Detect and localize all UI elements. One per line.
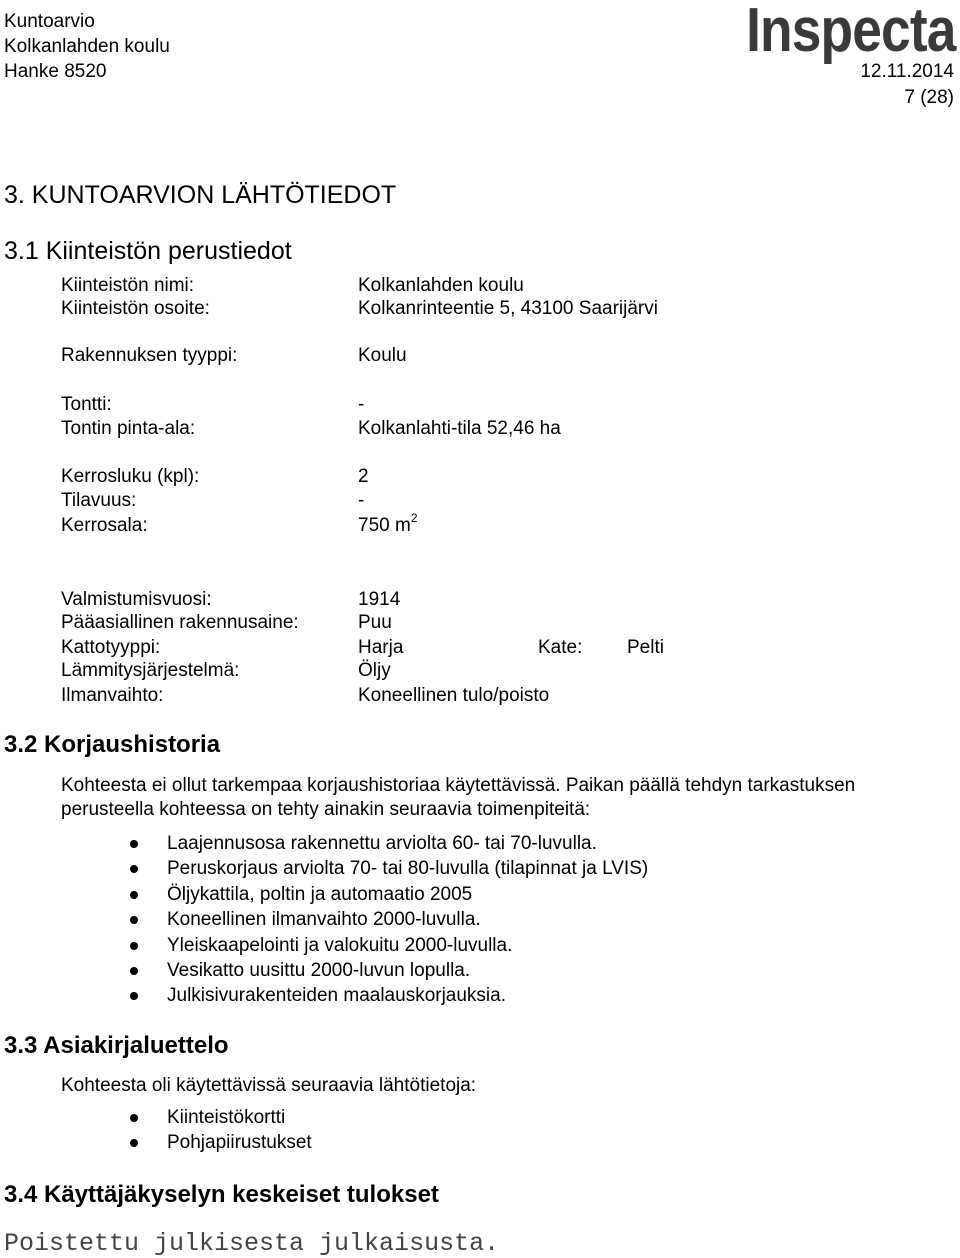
section-3-1-heading: 3.1 Kiinteistön perustiedot	[4, 237, 292, 265]
field-label: Kate:	[538, 637, 583, 658]
field-value: 1914	[358, 589, 401, 610]
field-label: Rakennuksen tyyppi:	[61, 345, 238, 366]
list-item: Öljykattila, poltin ja automaatio 2005	[130, 882, 648, 907]
list-item: Julkisivurakenteiden maalauskorjauksia.	[130, 983, 648, 1008]
list-item: Yleiskaapelointi ja valokuitu 2000-luvulla.	[130, 933, 648, 958]
list-item: Peruskorjaus arviolta 70- tai 80-luvulla (tilapinnat ja LVIS)	[130, 856, 648, 881]
document-list	[130, 1105, 312, 1156]
field-label: Ilmanvaihto:	[61, 685, 164, 706]
field-value	[358, 511, 418, 537]
list-item: Laajennusosa rakennettu arviolta 60- tai 70-luvulla.	[130, 831, 648, 856]
field-label: Kiinteistön osoite:	[61, 298, 210, 319]
field-value: Öljy	[358, 660, 391, 681]
field-label: Valmistumisvuosi:	[61, 589, 212, 610]
field-value: Koneellinen tulo/poisto	[358, 685, 550, 706]
field-label: Tontin pinta-ala:	[61, 418, 196, 439]
section-3-4-heading: 3.4 Käyttäjäkyselyn keskeiset tulokset	[4, 1181, 439, 1208]
field-value: Kolkanrinteentie 5, 43100 Saarijärvi	[358, 298, 658, 319]
project-name: Kolkanlahden koulu	[4, 36, 170, 57]
removed-notice: Poistettu julkisesta julkaisusta.	[4, 1229, 500, 1258]
list-item: Vesikatto uusittu 2000-luvun lopulla.	[130, 958, 648, 983]
inspecta-logo: Inspecta	[746, 0, 956, 65]
field-label: Tontti:	[61, 394, 112, 415]
superscript-2: 2	[410, 511, 418, 525]
project-number: Hanke 8520	[4, 61, 107, 82]
field-value: Puu	[358, 612, 392, 633]
field-value: Koulu	[358, 345, 407, 366]
field-value: Kolkanlahden koulu	[358, 275, 524, 296]
paragraph-line: Kohteesta ei ollut tarkempaa korjaushistoriaa käytettävissä. Paikan päällä tehdyn tarkastuksen	[61, 775, 856, 796]
floor-area-value: 750 m	[358, 515, 411, 536]
section-3-2-heading: 3.2 Korjaushistoria	[4, 731, 221, 758]
field-value: Harja	[358, 637, 404, 658]
field-label: Kerrosala:	[61, 515, 148, 536]
field-label: Tilavuus:	[61, 490, 137, 511]
page-number: 7 (28)	[904, 87, 954, 108]
repair-history-list	[130, 831, 648, 1009]
field-label: Lämmitysjärjestelmä:	[61, 660, 240, 681]
field-value: Kolkanlahti-tila 52,46 ha	[358, 418, 561, 439]
field-label: Kattotyyppi:	[61, 637, 161, 658]
field-value: -	[358, 394, 365, 415]
field-value: 2	[358, 466, 369, 487]
list-item: Pohjapiirustukset	[130, 1130, 312, 1155]
field-label: Kerrosluku (kpl):	[61, 466, 200, 487]
document-title: Kuntoarvio	[4, 11, 95, 32]
paragraph-line: Kohteesta oli käytettävissä seuraavia lähtötietoja:	[61, 1075, 477, 1096]
list-item: Kiinteistökortti	[130, 1105, 312, 1130]
section-3-heading: 3. KUNTOARVION LÄHTÖTIEDOT	[4, 181, 397, 209]
document-date: 12.11.2014	[860, 61, 954, 82]
list-item: Koneellinen ilmanvaihto 2000-luvulla.	[130, 907, 648, 932]
field-label: Pääasiallinen rakennusaine:	[61, 612, 299, 633]
field-value: -	[358, 490, 365, 511]
paragraph-line: perusteella kohteessa on tehty ainakin seuraavia toimenpiteitä:	[61, 799, 591, 820]
section-3-3-heading: 3.3 Asiakirjaluettelo	[4, 1032, 229, 1059]
field-value: Pelti	[627, 637, 664, 658]
field-label: Kiinteistön nimi:	[61, 275, 195, 296]
